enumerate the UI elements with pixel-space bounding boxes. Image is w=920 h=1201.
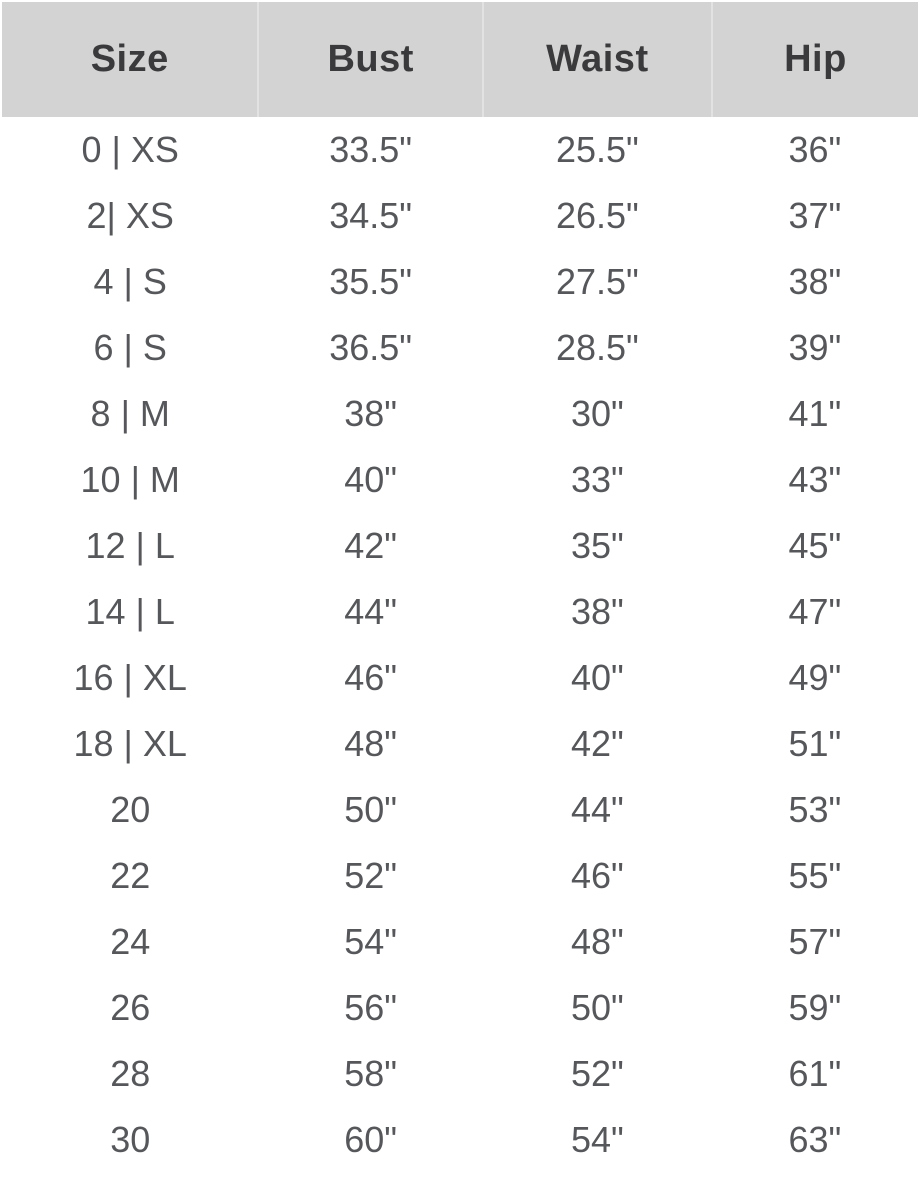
- table-row: [2, 315, 918, 381]
- bust-cell: 40": [344, 459, 398, 500]
- size-cell: 6 | S: [93, 327, 167, 368]
- size-cell: 2| XS: [86, 195, 174, 236]
- waist-cell: 30": [570, 393, 624, 434]
- size-cell: 26: [110, 987, 151, 1028]
- bust-cell: 35.5": [329, 261, 413, 302]
- hip-cell: 61": [788, 1053, 842, 1094]
- hip-cell: 59": [788, 987, 842, 1028]
- bust-cell: 34.5": [329, 195, 413, 236]
- bust-cell: 52": [344, 855, 398, 896]
- column-header-bust: Bust: [258, 2, 482, 117]
- bust-cell: 33.5": [329, 129, 413, 170]
- table-row: [2, 117, 918, 183]
- size-cell: 10 | M: [80, 459, 180, 500]
- waist-cell: 27.5": [555, 261, 639, 302]
- waist-cell: 52": [570, 1053, 624, 1094]
- table-row: [2, 645, 918, 711]
- waist-cell: 46": [570, 855, 624, 896]
- bust-cell: 50": [344, 789, 398, 830]
- hip-cell: 53": [788, 789, 842, 830]
- waist-cell: 35": [570, 525, 624, 566]
- table-row: [2, 1107, 918, 1173]
- table-header: [2, 2, 918, 117]
- bust-cell: 38": [344, 393, 398, 434]
- table-row: [2, 777, 918, 843]
- hip-cell: 51": [788, 723, 842, 764]
- waist-cell: 54": [570, 1119, 624, 1160]
- hip-cell: 55": [788, 855, 842, 896]
- hip-cell: 63": [788, 1119, 842, 1160]
- waist-cell: 38": [570, 591, 624, 632]
- table-row: [2, 711, 918, 777]
- size-cell: 18 | XL: [73, 723, 187, 764]
- table-row: [2, 183, 918, 249]
- bust-cell: 56": [344, 987, 398, 1028]
- table-row: [2, 447, 918, 513]
- hip-cell: 47": [788, 591, 842, 632]
- bust-cell: 44": [344, 591, 398, 632]
- hip-cell: 37": [788, 195, 842, 236]
- waist-cell: 26.5": [555, 195, 639, 236]
- hip-cell: 49": [788, 657, 842, 698]
- size-cell: 30: [110, 1119, 151, 1160]
- hip-cell: 38": [788, 261, 842, 302]
- hip-cell: 36": [788, 129, 842, 170]
- size-cell: 22: [110, 855, 151, 896]
- bust-cell: 58": [344, 1053, 398, 1094]
- table-row: [2, 579, 918, 645]
- size-cell: 0 | XS: [81, 129, 179, 170]
- waist-cell: 48": [570, 921, 624, 962]
- table-row: [2, 249, 918, 315]
- waist-cell: 25.5": [555, 129, 639, 170]
- bust-cell: 60": [344, 1119, 398, 1160]
- column-header-waist: Waist: [483, 2, 712, 117]
- hip-cell: 45": [788, 525, 842, 566]
- bust-cell: 54": [344, 921, 398, 962]
- waist-cell: 42": [570, 723, 624, 764]
- column-header-size: Size: [2, 2, 258, 117]
- hip-cell: 41": [788, 393, 842, 434]
- waist-cell: 28.5": [555, 327, 639, 368]
- bust-cell: 46": [344, 657, 398, 698]
- size-chart-table: [2, 2, 918, 1173]
- table-row: [2, 909, 918, 975]
- size-cell: 14 | L: [85, 591, 175, 632]
- table-row: [2, 381, 918, 447]
- waist-cell: 40": [570, 657, 624, 698]
- waist-cell: 33": [570, 459, 624, 500]
- size-cell: 28: [110, 1053, 151, 1094]
- table-row: [2, 1041, 918, 1107]
- table-row: [2, 513, 918, 579]
- bust-cell: 42": [344, 525, 398, 566]
- size-cell: 4 | S: [93, 261, 167, 302]
- table-row: [2, 843, 918, 909]
- waist-cell: 50": [570, 987, 624, 1028]
- column-header-hip: Hip: [712, 2, 918, 117]
- size-cell: 12 | L: [85, 525, 175, 566]
- size-cell: 20: [110, 789, 151, 830]
- table-row: [2, 975, 918, 1041]
- bust-cell: 48": [344, 723, 398, 764]
- size-cell: 24: [110, 921, 151, 962]
- size-cell: 8 | M: [90, 393, 170, 434]
- size-chart: [0, 2, 920, 1201]
- header-row: [2, 2, 918, 117]
- hip-cell: 39": [788, 327, 842, 368]
- size-cell: 16 | XL: [73, 657, 187, 698]
- waist-cell: 44": [570, 789, 624, 830]
- table-body: [2, 117, 918, 1173]
- hip-cell: 57": [788, 921, 842, 962]
- hip-cell: 43": [788, 459, 842, 500]
- bust-cell: 36.5": [329, 327, 413, 368]
